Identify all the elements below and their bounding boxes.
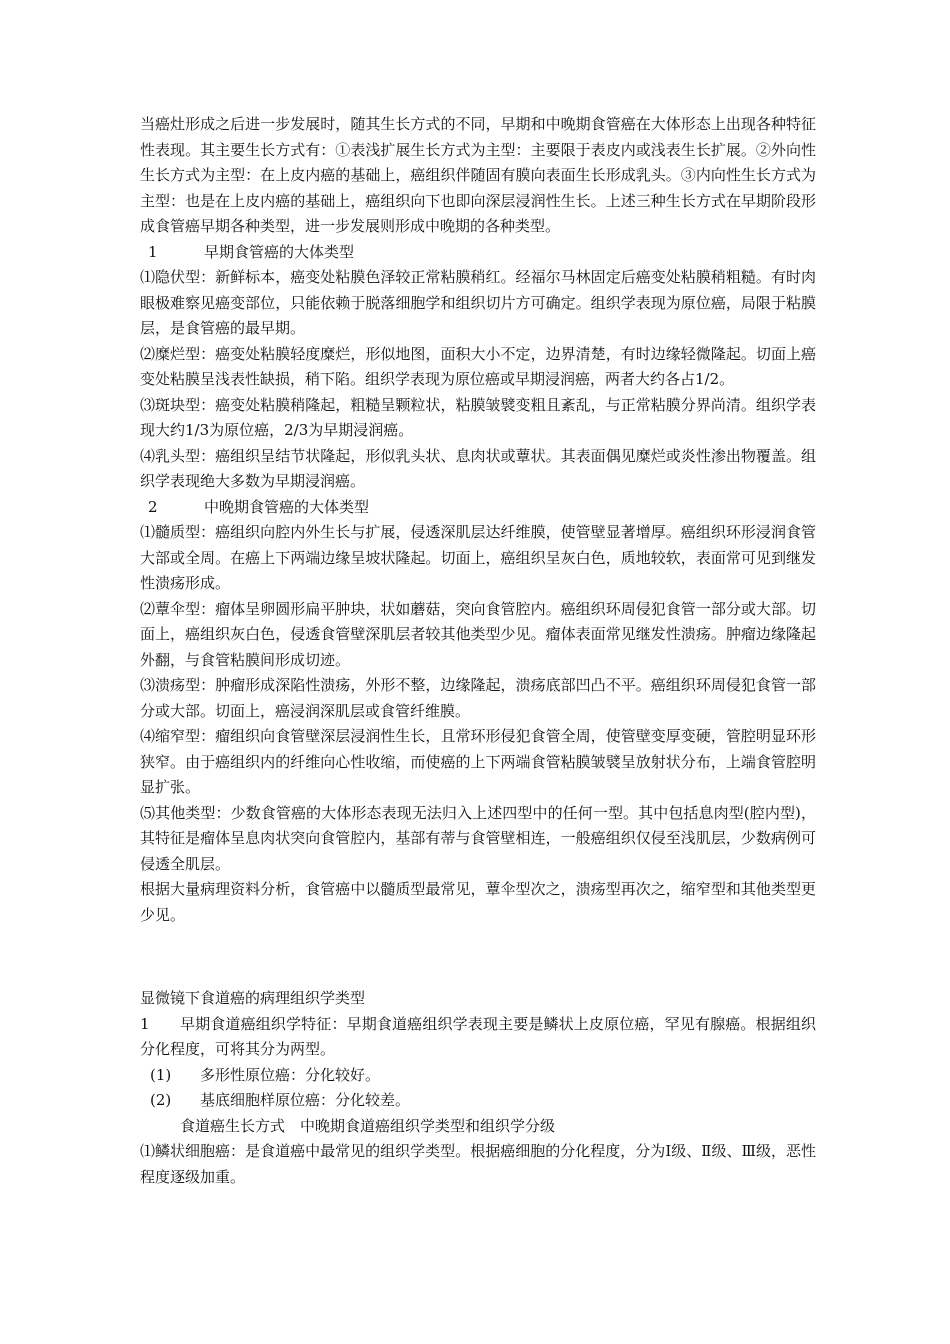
heading-number: 2 — [148, 497, 158, 516]
advanced-type-1: ⑴髓质型：癌组织向腔内外生长与扩展，侵透深肌层达纤维膜，使管壁显著增厚。癌组织环形浸润食管大部或全周。在癌上下两端边缘呈坡状隆起。切面上，癌组织呈灰白色，质地较软，表面常可见到继发性溃疡形成。 — [140, 523, 816, 592]
subtype-text: 多形性原位癌：分化较好。 — [200, 1065, 381, 1084]
squamous-carcinoma-paragraph: ⑴鳞状细胞癌：是食道癌中最常见的组织学类型。根据癌细胞的分化程度，分为Ⅰ级、Ⅱ级、Ⅲ级，恶性程度逐级加重。 — [140, 1142, 816, 1186]
heading-number: 1 — [148, 242, 158, 261]
summary-paragraph: 根据大量病理资料分析，食管癌中以髓质型最常见，蕈伞型次之，溃疡型再次之，缩窄型和其他类型更少见。 — [140, 880, 816, 924]
early-type-3: ⑶斑块型：癌变处粘膜稍隆起，粗糙呈颗粒状，粘膜皱襞变粗且紊乱，与正常粘膜分界尚清。组织学表现大约1/3为原位癌，2/3为早期浸润癌。 — [140, 395, 816, 439]
section-title: 显微镜下食道癌的病理组织学类型 — [140, 989, 366, 1007]
heading-early-types — [140, 240, 816, 266]
advanced-type-2: ⑵蕈伞型：瘤体呈卵圆形扁平肿块，状如蘑菇，突向食管腔内。癌组织环周侵犯食管一部分或大部。切面上，癌组织灰白色，侵透食管壁深肌层者较其他类型少见。瘤体表面常见继发性溃疡。肿瘤边缘隆起外翻，与食管粘膜间形成切迹。 — [140, 599, 816, 669]
intro-paragraph: 当癌灶形成之后进一步发展时，随其生长方式的不同，早期和中晚期食管癌在大体形态上出现各种特征性表现。其主要生长方式有：①表浅扩展生长方式为主型：主要限于表皮内或浅表生长扩展。②外向性生长方式为主型：在上皮内癌的基础上，癌组织伴随固有膜向表面生长形成乳头。③内向性生长方式为主型：也是在上皮内癌的基础上，癌组织向下也即向深层浸润性生长。上述三种生长方式在早期阶段形成食管癌早期各种类型，进一步发展则形成中晚期的各种类型。 — [140, 115, 816, 235]
advanced-type-5: ⑸其他类型：少数食管癌的大体形态表现无法归入上述四型中的任何一型。其中包括息肉型(腔内型)，其特征是瘤体呈息肉状突向食管腔内，基部有蒂与食管壁相连，一般癌组织仅侵至浅肌层，少数病例可侵透全肌层。 — [140, 803, 816, 873]
subtype-text: 基底细胞样原位癌：分化较差。 — [200, 1091, 411, 1109]
early-type-1: ⑴隐伏型：新鲜标本，癌变处粘膜色泽较正常粘膜稍红。经福尔马林固定后癌变处粘膜稍粗糙。有时肉眼极难察见癌变部位，只能依赖于脱落细胞学和组织切片方可确定。组织学表现为原位癌，局限于粘膜层，是食管癌的最早期。 — [140, 268, 816, 337]
heading-text: 早期食管癌的大体类型 — [204, 242, 355, 261]
subtype-2 — [140, 1088, 816, 1114]
subtype-1 — [140, 1063, 816, 1089]
section-spacer — [140, 928, 816, 986]
microscopic-early-paragraph: 1 早期食道癌组织学特征：早期食道癌组织学表现主要是鳞状上皮原位癌，罕见有腺癌。根据组织分化程度，可将其分为两型。 — [140, 1014, 816, 1058]
subtype-number: (1) — [150, 1065, 172, 1084]
heading-text: 中晚期食管癌的大体类型 — [204, 497, 370, 516]
growth-grading-heading: 食道癌生长方式 中晚期食道癌组织学类型和组织学分级 — [180, 1116, 556, 1135]
advanced-type-4: ⑷缩窄型：瘤组织向食管壁深层浸润性生长，且常环形侵犯食管全周，使管壁变厚变硬，管腔明显环形狭窄。由于癌组织内的纤维向心性收缩，而使癌的上下两端食管粘膜皱襞呈放射状分布，上端食管腔明显扩张。 — [140, 727, 816, 796]
heading-advanced-types — [140, 495, 816, 521]
subtype-number: (2) — [150, 1091, 172, 1109]
advanced-type-3: ⑶溃疡型：肿瘤形成深陷性溃疡，外形不整，边缘隆起，溃疡底部凹凸不平。癌组织环周侵犯食管一部分或大部。切面上，癌浸润深肌层或食管纤维膜。 — [140, 676, 816, 720]
early-type-4: ⑷乳头型：癌组织呈结节状隆起，形似乳头状、息肉状或蕈状。其表面偶见糜烂或炎性渗出物覆盖。组织学表现绝大多数为早期浸润癌。 — [140, 446, 816, 490]
early-type-2: ⑵糜烂型：癌变处粘膜轻度糜烂，形似地图，面积大小不定，边界清楚，有时边缘轻微隆起。切面上癌变处粘膜呈浅表性缺损，稍下陷。组织学表现为原位癌或早期浸润癌，两者大约各占1/2。 — [140, 344, 816, 388]
document-page — [140, 112, 816, 1190]
